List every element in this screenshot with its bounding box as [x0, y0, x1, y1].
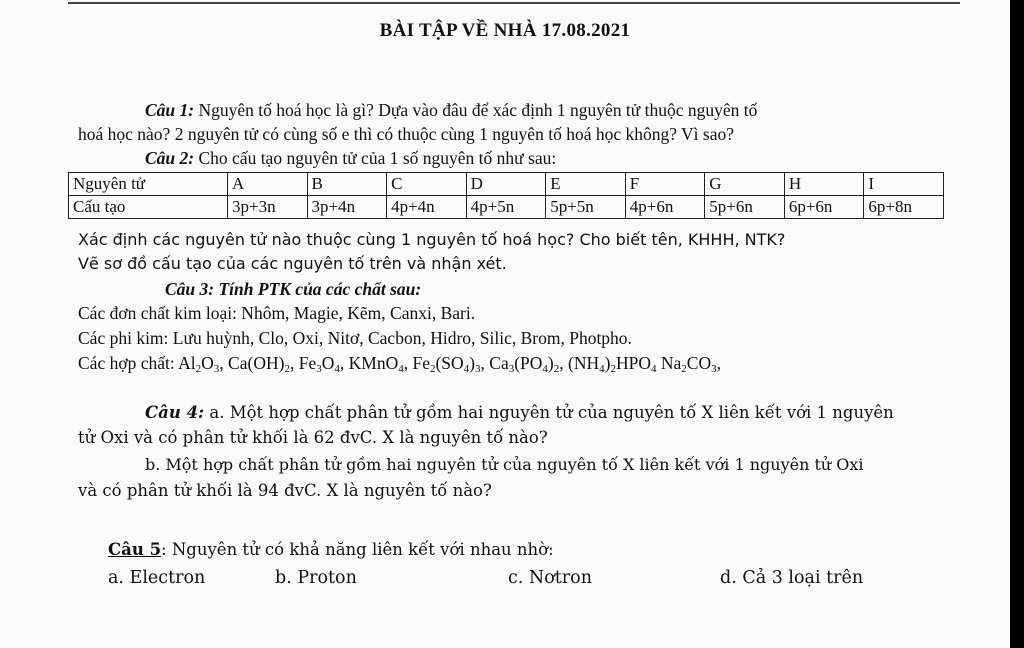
q2-task2: Vẽ sơ đồ cấu tạo của các nguyên tố trên và nhận xét. [78, 254, 507, 273]
atom-structure-table [68, 172, 944, 219]
table-cell: D [466, 173, 546, 196]
q4-b-line1: b. Một hợp chất phân tử gồm hai nguyên tử của nguyên tố X liên kết với 1 nguyên tử Oxi [145, 455, 864, 474]
table-cell: F [625, 173, 705, 196]
table-cell: 6p+6n [784, 196, 864, 219]
q3-nonmetals: Các phi kim: Lưu huỳnh, Clo, Oxi, Nitơ, Cacbon, Hidro, Silic, Brom, Photpho. [78, 328, 632, 348]
table-cell: 3p+4n [307, 196, 387, 219]
q4-a-line2: tử Oxi và có phân tử khối là 62 đvC. X là nguyên tố nào? [78, 428, 548, 447]
q2-task1: Xác định các nguyên tử nào thuộc cùng 1 nguyên tố hoá học? Cho biết tên, KHHH, NTK? [78, 230, 786, 249]
table-cell: 6p+8n [864, 196, 944, 219]
table-cell: 5p+6n [705, 196, 785, 219]
q5-text: : Nguyên tử có khả năng liên kết với nhau nhờ: [161, 540, 554, 559]
q4-a-text1: a. Một hợp chất phân tử gồm hai nguyên tử của nguyên tố X liên kết với 1 nguyên [204, 403, 894, 422]
page-title: BÀI TẬP VỀ NHÀ 17.08.2021 [379, 20, 631, 41]
q1-text1: Nguyên tố hoá học là gì? Dựa vào đâu để xác định 1 nguyên tử thuộc nguyên tố [194, 100, 758, 120]
q1-label: Câu 1: [145, 100, 195, 120]
q3-compounds-prefix: Các hợp chất: [78, 353, 179, 373]
table-header-row [69, 173, 944, 196]
q2-intro-text: Cho cấu tạo nguyên tử của 1 số nguyên tố như sau: [194, 148, 557, 168]
q4-label: Câu 4: [145, 403, 205, 422]
q2-intro [145, 148, 556, 168]
table-cell: E [546, 173, 626, 196]
table-cell: H [784, 173, 864, 196]
table-cell: 5p+5n [546, 196, 626, 219]
table-cell: B [307, 173, 387, 196]
table-cell: C [387, 173, 467, 196]
q5-label: Câu 5 [108, 540, 162, 559]
q4-b-line2: và có phân tử khối là 94 đvC. X là nguyên tố nào? [78, 481, 492, 500]
table-row [69, 196, 944, 219]
q3-compounds [78, 353, 721, 373]
top-rule [68, 2, 960, 4]
q1-line1 [145, 100, 757, 120]
table-cell: 4p+5n [466, 196, 546, 219]
q5-option-b: b. Proton [275, 568, 357, 588]
q5-option-a: a. Electron [108, 568, 206, 588]
q1-line2: hoá học nào? 2 nguyên tử có cùng số e thì có thuộc cùng 1 nguyên tố hoá học không? Vì sao? [78, 124, 735, 144]
table-cell: 4p+6n [625, 196, 705, 219]
table-cell: Nguyên tử [69, 173, 228, 196]
table-cell: 4p+4n [387, 196, 467, 219]
q5-option-d: d. Cả 3 loại trên [720, 568, 864, 588]
q3-metals: Các đơn chất kim loại: Nhôm, Magie, Kẽm, Canxi, Bari. [78, 303, 476, 323]
table-cell: G [705, 173, 785, 196]
q3-label: Câu 3: Tính PTK của các chất sau: [165, 279, 422, 299]
q5-option-c: c. Nơtron [508, 568, 592, 588]
q5-line [108, 540, 554, 560]
table-cell: Cấu tạo [69, 196, 228, 219]
table-cell: A [228, 173, 308, 196]
table-cell: 3p+3n [228, 196, 308, 219]
q2-label: Câu 2: [145, 148, 195, 168]
q4-a-line1 [145, 403, 894, 423]
q3-compounds-formulas: $Al_2O_3$, $Ca(OH)_2$, $Fe_3O_4$, KMnO$_4$, $Fe_2(SO_4)_3$, $Ca_3(PO_4)_2$, $(NH_4)_2HPO_4$ $Na_2CO_3$, [178, 353, 721, 375]
table-cell: I [864, 173, 944, 196]
